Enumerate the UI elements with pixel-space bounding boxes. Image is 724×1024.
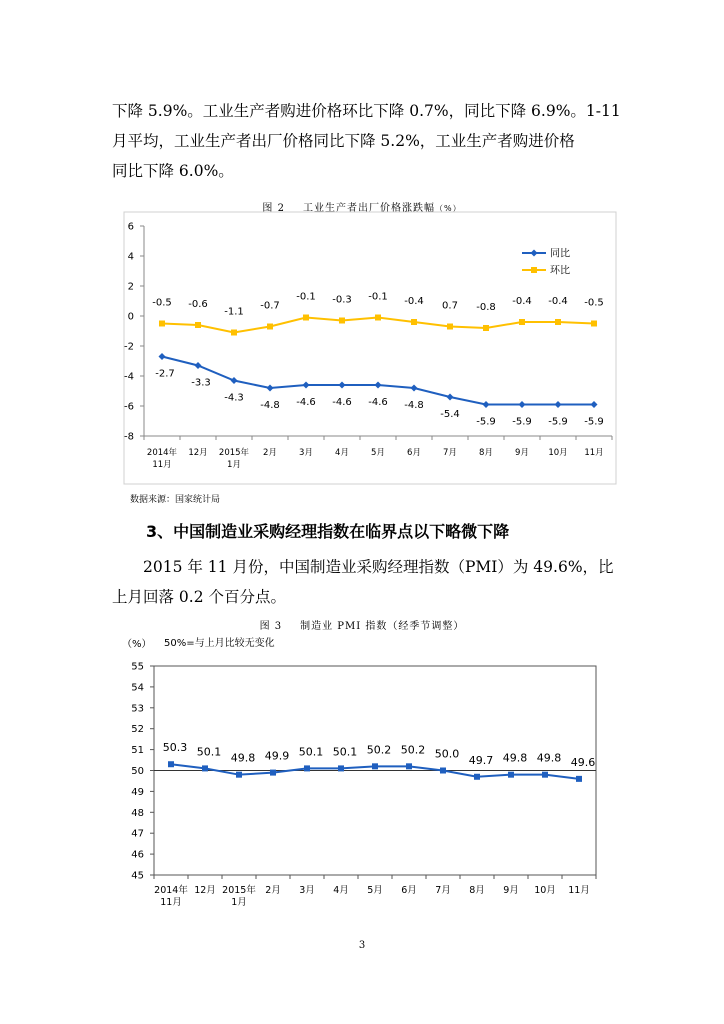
figure2-number: 图 2 (262, 203, 285, 214)
figure2-data-label: -3.3 (191, 377, 211, 389)
figure3-data-point (440, 768, 446, 774)
figure2-data-label: -4.6 (332, 397, 352, 408)
figure2-data-label: -5.4 (440, 409, 460, 420)
figure3-data-label: 50.1 (196, 745, 222, 759)
figure3-title: 制造业 PMI 指数（经季节调整） (300, 621, 465, 632)
figure3-y-tick-label: 53 (131, 703, 144, 715)
figure3-x-tick-label: 2015年 (222, 885, 256, 896)
figure3-x-tick-label: 11月 (568, 885, 590, 896)
figure3-x-tick-label: 2014年 (154, 885, 188, 896)
figure3-x-tick-label: 5月 (367, 885, 383, 896)
figure2-legend-label: 同比 (550, 248, 570, 260)
page-number: 3 (358, 940, 366, 951)
figure3-y-tick-label: 55 (131, 661, 144, 673)
figure3-data-label: 50.2 (366, 743, 392, 757)
figure3-x-tick-label: 6月 (401, 885, 417, 896)
figure2-x-tick-label: 2014年 (146, 448, 178, 458)
figure2-data-label: -0.7 (260, 300, 280, 312)
figure3-data-point (474, 774, 480, 780)
figure3-y-tick-label: 49 (131, 786, 144, 798)
figure3-data-point (338, 765, 344, 771)
source-note: 数据来源：国家统计局 (130, 495, 221, 505)
figure3-y-tick-label: 54 (131, 682, 144, 694)
figure2-data-label: -4.6 (296, 397, 316, 408)
figure3-y-tick-label: 48 (131, 807, 144, 819)
figure3-y-tick-label: 47 (131, 828, 144, 840)
figure2-x-tick-label: 2月 (263, 448, 277, 458)
figure3-data-label: 49.7 (468, 753, 494, 767)
figure2-x-tick-label: 12月 (188, 448, 208, 458)
figure3-y-axis-label: （%） (122, 639, 152, 650)
figure2-data-label: -0.6 (188, 299, 208, 310)
figure2-data-label: -0.3 (332, 294, 352, 306)
figure3-y-tick-label: 51 (131, 745, 144, 757)
figure3-data-point (202, 765, 208, 771)
figure2-legend-label: 环比 (550, 265, 570, 277)
figure2-y-tick-label: -8 (124, 431, 134, 443)
figure2-x-tick-label: 9月 (515, 448, 529, 458)
figure3-data-point (304, 765, 310, 771)
figure3-reference-note: 50%=与上月比较无变化 (164, 638, 275, 649)
figure3-data-point (372, 763, 378, 769)
figure3-y-tick-label: 50 (131, 766, 144, 777)
figure2-unit: （%） (434, 204, 462, 213)
figure3-data-label: 50.0 (434, 747, 460, 761)
figure3-x-tick-label: 4月 (333, 885, 349, 896)
figure2-data-label: -0.4 (512, 296, 532, 307)
figure2-x-tick-label: 11月 (584, 448, 604, 458)
figure2-data-label: -0.8 (476, 302, 496, 313)
figure2-y-tick-label: 2 (127, 281, 134, 293)
figure3-x-tick-label: 12月 (194, 885, 216, 896)
figure3-data-point (508, 772, 514, 778)
figure2-data-label: -4.8 (404, 400, 424, 411)
figure3-data-point (406, 763, 412, 769)
figure3-data-label: 49.8 (536, 751, 562, 765)
figure3-data-label: 49.6 (570, 755, 596, 769)
section3-line: 2015 年 11 月份，中国制造业采购经理指数（PMI）为 49.6%，比 (143, 558, 614, 576)
figure2-data-label: -5.9 (476, 416, 496, 428)
figure3-x-tick-label: 10月 (534, 885, 556, 896)
figure3-data-point (542, 772, 548, 778)
figure3-data-point (168, 761, 174, 767)
figure2-y-tick-label: 0 (127, 311, 134, 323)
figure2-y-tick-label: -4 (124, 371, 134, 383)
figure2-data-label: 0.7 (442, 300, 458, 312)
figure2-data-label: -0.5 (584, 297, 604, 309)
figure2-data-label: -0.4 (404, 296, 424, 307)
figure3-data-label: 49.8 (502, 751, 528, 765)
figure3-data-label: 50.3 (162, 741, 188, 755)
intro-line: 下降 5.9%。工业生产者购进价格环比下降 0.7%，同比下降 6.9%。1-11 (112, 102, 621, 120)
figure3-x-tick-label: 3月 (299, 885, 315, 896)
figure2-y-tick-label: 4 (127, 251, 134, 263)
figure3-x-tick-label: 9月 (503, 885, 519, 896)
figure2-x-tick-label: 7月 (443, 448, 457, 458)
figure2-y-tick-label: -2 (124, 341, 134, 353)
figure2-data-label: -0.4 (548, 296, 568, 307)
figure3-data-label: 50.2 (400, 743, 426, 757)
figure3-data-label: 50.1 (298, 745, 324, 759)
figure3-number: 图 3 (259, 621, 283, 632)
figure2-data-label: -5.9 (548, 416, 568, 428)
intro-line: 同比下降 6.0%。 (112, 162, 234, 180)
figure3-x-tick-label: 2月 (265, 885, 281, 896)
figure3-data-label: 49.8 (230, 751, 256, 765)
section3-heading: 3、中国制造业采购经理指数在临界点以下略微下降 (146, 522, 510, 541)
figure2-y-tick-label: 6 (127, 221, 134, 233)
figure3-y-tick-label: 45 (131, 870, 144, 882)
figure3-y-tick-label: 46 (131, 849, 144, 861)
figure2-title: 工业生产者出厂价格涨跌幅 (302, 203, 435, 214)
figure2-data-label: -4.3 (224, 392, 244, 404)
intro-line: 月平均，工业生产者出厂价格同比下降 5.2%，工业生产者购进价格 (112, 132, 575, 150)
figure2-x-tick-label: 2015年 (218, 448, 250, 458)
figure3-x-tick-label: 1月 (231, 897, 247, 908)
figure2-x-tick-label: 1月 (227, 460, 241, 470)
figure2-data-label: -4.6 (368, 397, 388, 408)
figure2-x-tick-label: 11月 (152, 460, 172, 470)
figure2-data-label: -4.8 (260, 400, 280, 411)
figure2-x-tick-label: 5月 (371, 448, 385, 458)
figure2-x-tick-label: 4月 (335, 448, 349, 458)
figure2-data-label: -0.5 (152, 297, 172, 309)
figure2-x-tick-label: 8月 (479, 448, 493, 458)
figure2-x-tick-label: 6月 (407, 448, 421, 458)
figure2-data-label: -0.1 (296, 291, 316, 303)
figure2-y-tick-label: -6 (124, 401, 134, 413)
section3-line: 上月回落 0.2 个百分点。 (112, 588, 287, 606)
figure3-y-tick-label: 52 (131, 724, 144, 736)
figure2-data-label: -1.1 (224, 306, 244, 318)
figure2-data-label: -5.9 (512, 416, 532, 428)
figure2-data-label: -5.9 (584, 416, 604, 428)
figure3-data-point (270, 770, 276, 776)
figure3-data-label: 50.1 (332, 745, 358, 759)
figure3-data-point (236, 772, 242, 778)
figure3-x-tick-label: 8月 (469, 885, 485, 896)
figure2-data-label: -2.7 (155, 368, 175, 380)
figure3-data-label: 49.9 (264, 749, 290, 763)
figure3-x-tick-label: 7月 (435, 885, 451, 896)
figure3-data-point (576, 776, 582, 782)
figure2-x-tick-label: 3月 (299, 448, 313, 458)
figure2-data-label: -0.1 (368, 291, 388, 303)
figure2-x-tick-label: 10月 (548, 448, 568, 458)
figure3-x-tick-label: 11月 (160, 897, 182, 908)
